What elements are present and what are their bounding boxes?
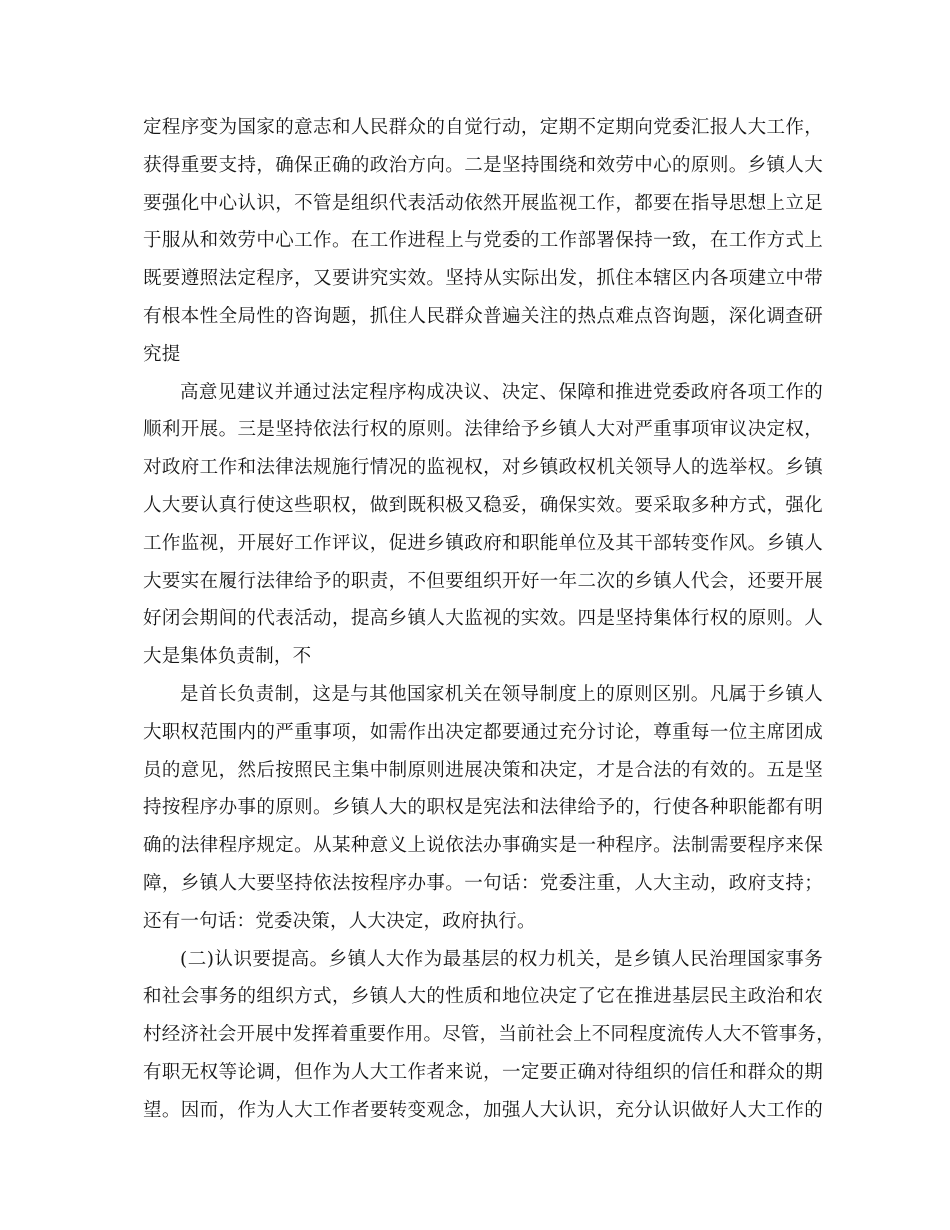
text-line: 和社会事务的组织方式，乡镇人大的性质和地位决定了它在推进基层民主政治和农 bbox=[143, 986, 823, 1008]
text-line: 顺利开展。三是坚持依法行权的原则。法律给予乡镇人大对严重事项审议决定权， bbox=[143, 419, 823, 441]
text-line: 获得重要支持，确保正确的政治方向。二是坚持围绕和效劳中心的原则。乡镇人大 bbox=[143, 154, 823, 176]
text-line: 高意见建议并通过法定程序构成决议、决定、保障和推进党委政府各项工作的 bbox=[180, 381, 823, 403]
text-line: 确的法律程序规定。从某种意义上说依法办事确实是一种程序。法制需要程序来保 bbox=[143, 835, 823, 857]
text-line: 要强化中心认识，不管是组织代表活动依然开展监视工作，都要在指导思想上立足 bbox=[143, 192, 823, 214]
text-line: 员的意见，然后按照民主集中制原则进展决策和决定，才是合法的有效的。五是坚 bbox=[143, 759, 823, 781]
text-line: 人大要认真行使这些职权，做到既积极又稳妥，确保实效。要采取多种方式，强化 bbox=[143, 494, 823, 516]
text-line: 村经济社会开展中发挥着重要作用。尽管，当前社会上不同程度流传人大不管事务， bbox=[143, 1024, 835, 1046]
text-line: (二)认识要提高。乡镇人大作为最基层的权力机关，是乡镇人民治理国家事务 bbox=[180, 948, 823, 970]
text-line: 定程序变为国家的意志和人民群众的自觉行动，定期不定期向党委汇报人大工作， bbox=[143, 117, 823, 138]
document-body bbox=[143, 109, 835, 1130]
text-line: 大是集体负责制，不 bbox=[143, 646, 312, 668]
text-line: 好闭会期间的代表活动，提高乡镇人大监视的实效。四是坚持集体行权的原则。人 bbox=[143, 608, 823, 630]
text-line: 对政府工作和法律法规施行情况的监视权，对乡镇政权机关领导人的选举权。乡镇 bbox=[143, 457, 823, 479]
text-line: 持按程序办事的原则。乡镇人大的职权是宪法和法律给予的，行使各种职能都有明 bbox=[143, 797, 823, 819]
text-line: 工作监视，开展好工作评议，促进乡镇政府和职能单位及其干部转变作风。乡镇人 bbox=[143, 532, 823, 554]
text-line: 大要实在履行法律给予的职责，不但要组织开好一年二次的乡镇人代会，还要开展 bbox=[143, 570, 823, 592]
text-line: 还有一句话：党委决策，人大决定，政府执行。 bbox=[143, 910, 536, 932]
text-line: 障，乡镇人大要坚持依法按程序办事。一句话：党委注重，人大主动，政府支持； bbox=[143, 872, 823, 894]
text-line: 有根本性全局性的咨询题，抓住人民群众普遍关注的热点难点咨询题，深化调查研 bbox=[143, 305, 823, 327]
text-line: 是首长负责制，这是与其他国家机关在领导制度上的原则区别。凡属于乡镇人 bbox=[180, 683, 823, 705]
text-line: 望。因而，作为人大工作者要转变观念，加强人大认识，充分认识做好人大工作的 bbox=[143, 1099, 823, 1121]
text-line: 有职无权等论调，但作为人大工作者来说，一定要正确对待组织的信任和群众的期 bbox=[143, 1061, 823, 1083]
text-line: 于服从和效劳中心工作。在工作进程上与党委的工作部署保持一致，在工作方式上 bbox=[143, 230, 823, 252]
text-line: 大职权范围内的严重事项，如需作出决定都要通过充分讨论，尊重每一位主席团成 bbox=[143, 721, 823, 743]
text-line: 究提 bbox=[143, 343, 181, 365]
text-line: 既要遵照法定程序，又要讲究实效。坚持从实际出发，抓住本辖区内各项建立中带 bbox=[143, 268, 823, 290]
